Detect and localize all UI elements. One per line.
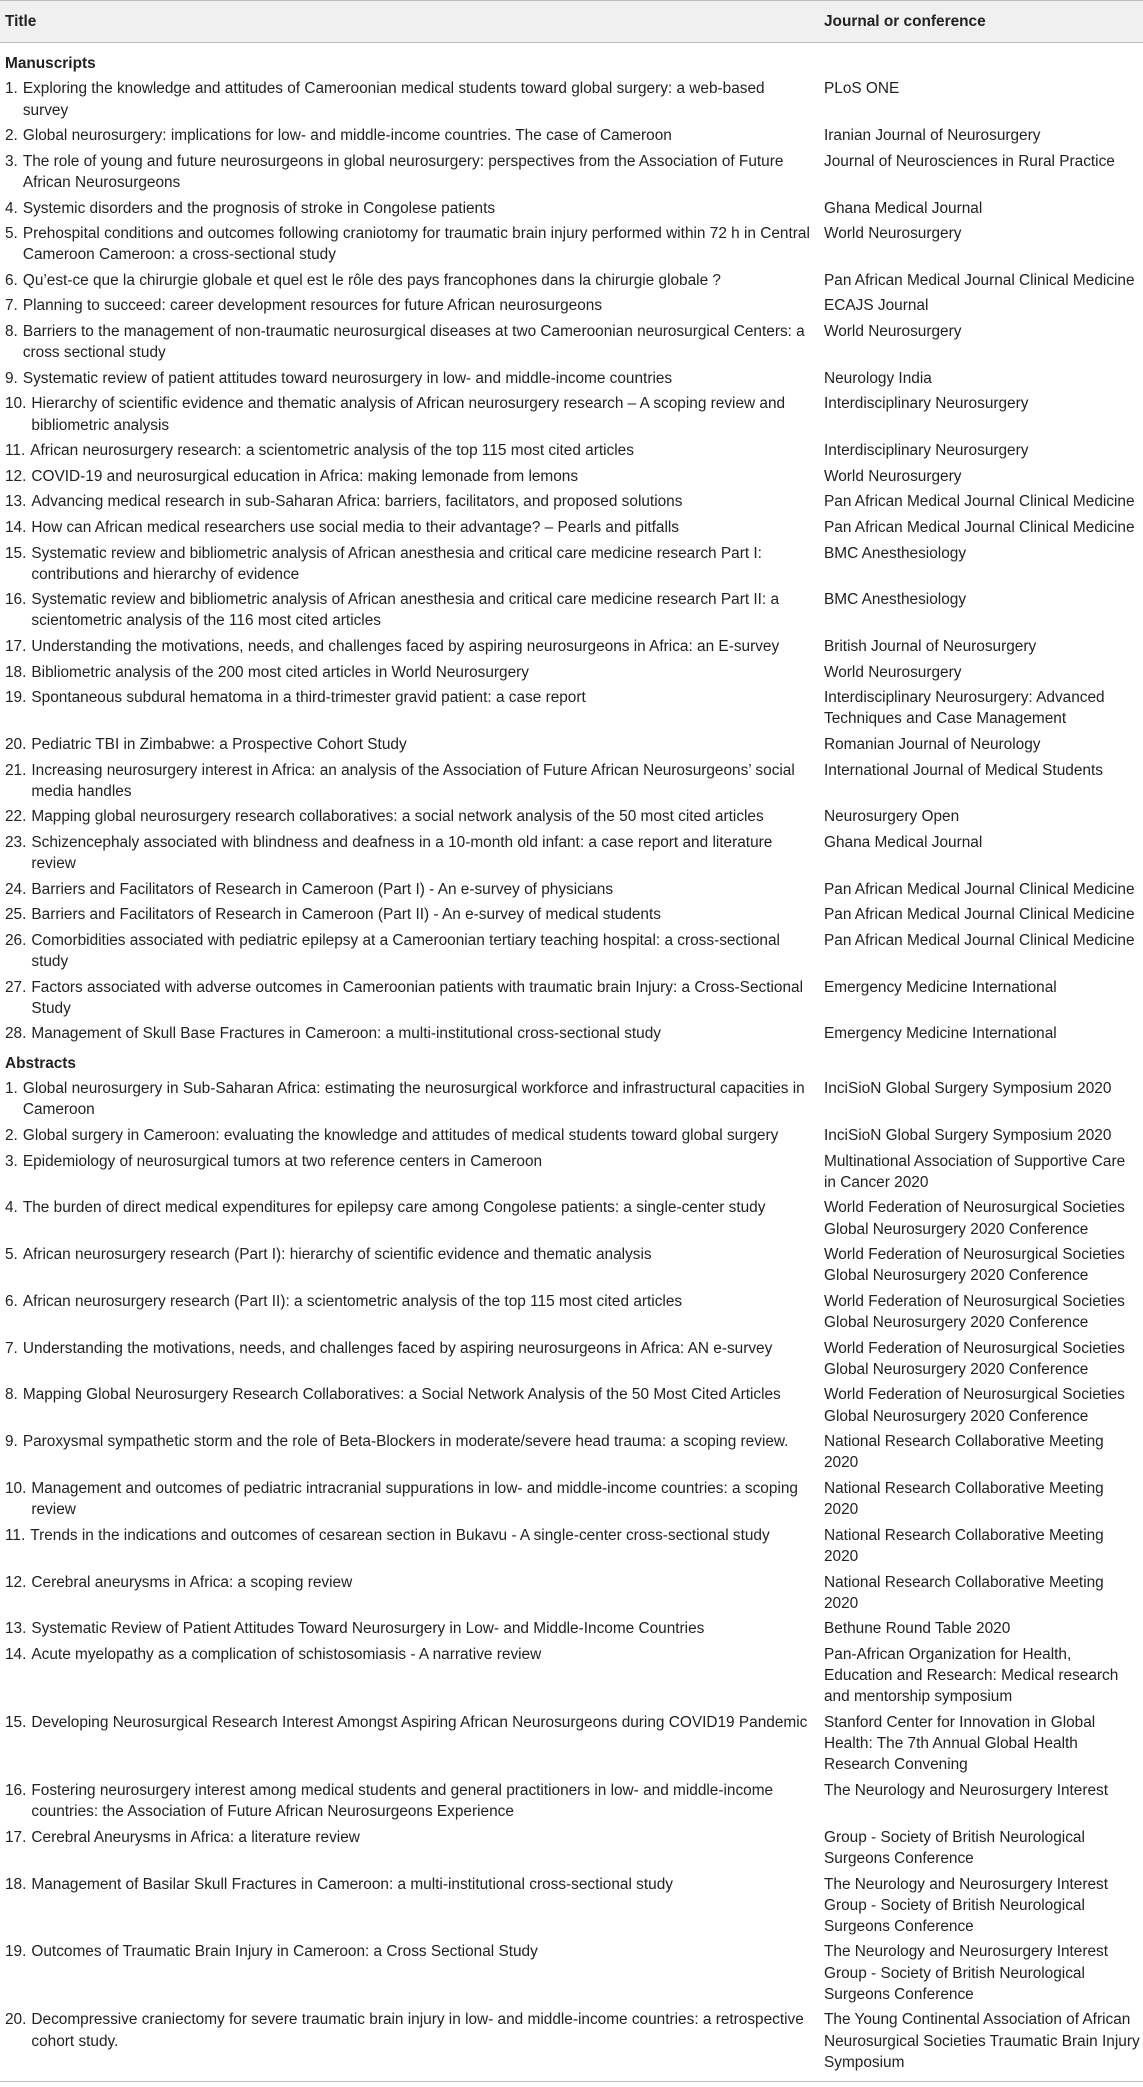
journal-cell: The Neurology and Neurosurgery Interest [824,1781,1109,1799]
table-row [0,659,1143,685]
title-cell [0,149,818,196]
entry [5,125,812,146]
entry [5,1244,812,1265]
entry [5,270,812,291]
title-cell [0,1429,818,1476]
table-row [0,732,1143,758]
journal-cell: Interdisciplinary Neurosurgery: Advanced Techniques and Case Management [824,689,1105,728]
entry-title: Barriers to the management of non-traumatic neurosurgical diseases at two Cameroonian neurosurgical Centers: a cross sectional study [22,323,805,362]
entry [5,1078,812,1120]
entry [5,1618,812,1639]
entry-number: 20. [5,2011,27,2029]
table-row [0,1429,1143,1476]
entry-number: 11. [5,1526,26,1544]
journal-cell: Group - Society of British Neurological Surgeons Conference [824,1828,1085,1867]
entry [5,1291,812,1312]
journal-cell: Interdisciplinary Neurosurgery [824,442,1029,460]
journal-cell: Interdisciplinary Neurosurgery [824,395,1029,413]
entry [5,2009,812,2051]
entry-title: Barriers and Facilitators of Research in Cameroon (Part II) - An e-survey of medical students [31,906,661,924]
journal-cell: International Journal of Medical Students [824,761,1103,779]
entry-number: 5. [5,225,18,243]
entry-title: Comorbidities associated with pediatric epilepsy at a Cameroonian tertiary teaching hospital: a cross-sectional study [31,931,780,971]
entry-title: How can African medical researchers use social media to their advantage? – Pearls and pitfalls [31,518,680,536]
entry-title: Decompressive craniectomy for severe traumatic brain injury in low- and middle-income countries: a retrospective cohort study. [31,2011,804,2050]
table-row [0,902,1143,928]
entry-title: Spontaneous subdural hematoma in a third-trimester gravid patient: a case report [31,689,586,707]
entry-title: Mapping Global Neurosurgery Research Collaboratives: a Social Network Analysis of the 50 Most Cited Articles [22,1386,781,1404]
section-heading: Manuscripts [5,55,96,72]
entry-title: African neurosurgery research (Part II): a scientometric analysis of the top 115 most cited articles [22,1292,683,1310]
entry-number: 14. [5,1645,27,1663]
entry-title: COVID-19 and neurosurgical education in Africa: making lemonade from lemons [31,467,579,485]
entry-number: 17. [5,638,27,656]
entry-title: African neurosurgery research: a scientometric analysis of the top 115 most cited articles [30,442,634,460]
entry [5,636,812,657]
journal-cell: InciSioN Global Surgery Symposium 2020 [824,1127,1112,1144]
journal-cell: BMC Anesthesiology [824,544,967,562]
journal-cell: Emergency Medicine International [824,1025,1057,1043]
table-row [0,877,1143,903]
entry-number: 10. [5,395,27,413]
title-cell [0,1616,818,1642]
title-cell [0,540,818,587]
table-row [0,1195,1143,1242]
entry-title: The burden of direct medical expenditures for epilepsy care among Congolese patients: a single-center study [22,1199,766,1217]
entry-number: 19. [5,1943,27,1961]
title-cell [0,123,818,149]
title-cell [0,1021,818,1047]
title-cell [0,1076,818,1123]
table-header [0,1,1143,43]
journal-cell: Iranian Journal of Neurosurgery [824,127,1041,145]
entry-number: 7. [5,297,18,315]
entry [5,393,812,435]
table-row [0,464,1143,490]
entry-title: Factors associated with adverse outcomes in Cameroonian patients with traumatic brain Injury: a Cross-Sectional Study [31,978,803,1017]
table-row [0,1778,1143,1825]
entry [5,930,812,972]
table-row [0,391,1143,438]
entry-title: Mapping global neurosurgery research collaboratives: a social network analysis of the 50 most cited articles [31,808,764,826]
entry [5,151,812,193]
table-row [0,1476,1143,1523]
journal-cell: Ghana Medical Journal [824,199,983,217]
table-row [0,540,1143,587]
title-cell [0,1642,818,1710]
journal-cell: Pan African Medical Journal Clinical Medicine [824,880,1135,898]
entry-number: 20. [5,736,27,753]
journal-cell: Ghana Medical Journal [824,833,983,851]
entry [5,1712,812,1733]
entry [5,977,812,1019]
title-cell [0,293,818,319]
entry-number: 15. [5,1713,27,1731]
table-row [0,438,1143,464]
entry [5,466,812,487]
entry-title: Outcomes of Traumatic Brain Injury in Cameroon: a Cross Sectional Study [31,1943,538,1961]
table-row [0,1382,1143,1429]
entry [5,368,812,389]
entry-number: 4. [5,199,18,217]
entry [5,760,812,802]
table-row [0,804,1143,830]
entry-title: Cerebral Aneurysms in Africa: a literature review [31,1828,360,1846]
entry-number: 12. [5,1573,27,1591]
entry [5,517,812,538]
entry [5,1780,812,1822]
entry-title: Global neurosurgery: implications for low- and middle-income countries. The case of Cameroon [22,127,672,145]
journal-cell: BMC Anesthesiology [824,591,967,609]
entry-number: 6. [5,271,18,289]
entry-title: Schizencephaly associated with blindness and deafness in a 10-month old infant: a case report and literature review [31,833,773,873]
entry-title: Epidemiology of neurosurgical tumors at two reference centers in Cameroon [22,1152,543,1170]
table-row [0,634,1143,660]
section-heading: Abstracts [5,1054,76,1072]
entry-title: Bibliometric analysis of the 200 most cited articles in World Neurosurgery [31,663,529,681]
table-row [0,1336,1143,1383]
journal-cell: Neurosurgery Open [824,808,960,826]
entry [5,589,812,631]
title-cell [0,1523,818,1570]
entry-number: 13. [5,493,27,511]
entry-number: 3. [5,152,18,170]
journal-cell: World Neurosurgery [824,323,962,341]
entry-number: 2. [5,1127,18,1144]
entry-number: 4. [5,1199,18,1217]
title-cell [0,391,818,438]
entry [5,1338,812,1359]
table-row [0,757,1143,804]
title-cell [0,587,818,634]
entry [5,1384,812,1405]
table-row [0,76,1143,123]
journal-cell: Multinational Association of Supportive Care in Cancer 2020 [824,1152,1126,1191]
entry-title: Management and outcomes of pediatric intracranial suppurations in low- and middle-income countries: a scoping review [31,1480,798,1519]
entry [5,1874,812,1895]
title-cell [0,319,818,366]
section-heading-row [0,43,1143,77]
title-cell [0,659,818,685]
entry [5,1644,812,1665]
title-cell [0,1289,818,1336]
table-row [0,1021,1143,1047]
entry-title: Systematic Review of Patient Attitudes Toward Neurosurgery in Low- and Middle-Income Countries [31,1620,705,1638]
table-row [0,1523,1143,1570]
journal-cell: Emergency Medicine International [824,978,1057,996]
entry [5,806,812,827]
title-cell [0,1825,818,1872]
title-cell [0,221,818,268]
entry-number: 1. [5,1080,18,1098]
table-row [0,1939,1143,2007]
entry-number: 9. [5,1433,18,1451]
title-cell [0,438,818,464]
entry [5,1941,812,1962]
entry [5,1478,812,1520]
title-cell [0,877,818,903]
journal-cell: Stanford Center for Innovation in Global Health: The 7th Annual Global Health Research Convening [824,1713,1096,1774]
entry [5,198,812,219]
entry-number: 3. [5,1152,18,1170]
title-cell [0,1710,818,1778]
table-row [0,293,1143,319]
entry-title: Increasing neurosurgery interest in Africa: an analysis of the Association of Future African Neurosurgeons’ social media handles [31,761,795,800]
entry-title: Planning to succeed: career development resources for future African neurosurgeons [22,297,603,315]
title-cell [0,1148,818,1195]
entry [5,687,812,708]
entry [5,662,812,683]
entry-number: 2. [5,127,18,145]
table-row [0,221,1143,268]
table-row [0,2007,1143,2075]
table-row [0,1871,1143,1939]
entry-number: 18. [5,663,27,681]
title-cell [0,830,818,877]
journal-cell: The Neurology and Neurosurgery Interest Group - Society of British Neurological Surgeons Conference [824,1943,1109,2003]
title-cell [0,489,818,515]
title-cell [0,928,818,975]
entry-number: 26. [5,931,27,949]
journal-cell: PLoS ONE [824,80,900,98]
table-row [0,1076,1143,1123]
entry-number: 18. [5,1875,27,1893]
entry-number: 6. [5,1292,18,1310]
table-row [0,1710,1143,1778]
entry-title: Global neurosurgery in Sub-Saharan Africa: estimating the neurosurgical workforce and infrastructural capacities in Cameroon [22,1080,805,1119]
table-row [0,1569,1143,1616]
journal-cell: World Federation of Neurosurgical Societies Global Neurosurgery 2020 Conference [824,1246,1125,1285]
journal-cell: British Journal of Neurosurgery [824,638,1037,656]
journal-cell: World Federation of Neurosurgical Societies Global Neurosurgery 2020 Conference [824,1292,1125,1332]
entry-title: Fostering neurosurgery interest among medical students and general practitioners in low- and middle-income countries: the Association of Future African Neurosurgeons Experience [31,1781,774,1821]
entry-number: 15. [5,544,27,562]
title-cell [0,1569,818,1616]
journal-cell: National Research Collaborative Meeting 2020 [824,1480,1104,1519]
entry [5,321,812,363]
entry [5,295,812,316]
column-header-title: Title [0,1,818,43]
journal-cell: Pan African Medical Journal Clinical Medicine [824,271,1135,289]
journal-cell: World Neurosurgery [824,225,962,243]
entry-number: 21. [5,761,27,779]
entry [5,832,812,874]
entry-number: 8. [5,323,18,341]
table-row [0,319,1143,366]
entry-number: 9. [5,369,18,387]
entry [5,1023,812,1044]
title-cell [0,1871,818,1939]
entry [5,734,812,755]
table-body [0,43,1143,2076]
entry-number: 17. [5,1828,27,1846]
entry [5,1827,812,1848]
entry-title: Management of Skull Base Fractures in Cameroon: a multi-institutional cross-sectional study [31,1025,661,1043]
journal-cell: Bethune Round Table 2020 [824,1620,1011,1638]
entry-number: 28. [5,1025,27,1043]
journal-cell: Pan African Medical Journal Clinical Medicine [824,931,1135,949]
title-cell [0,1123,818,1149]
journal-cell: InciSioN Global Surgery Symposium 2020 [824,1080,1112,1098]
entry-title: Hierarchy of scientific evidence and thematic analysis of African neurosurgery research – A scoping review and bibliometric analysis [31,395,786,434]
entry-title: The role of young and future neurosurgeons in global neurosurgery: perspectives from the Association of Future African Neurosurgeons [22,152,784,191]
table-row [0,1825,1143,1872]
entry-number: 5. [5,1246,18,1264]
journal-cell: World Federation of Neurosurgical Societies Global Neurosurgery 2020 Conference [824,1339,1125,1378]
table-row [0,268,1143,294]
entry [5,1125,812,1146]
table-row [0,515,1143,541]
entry-title: Cerebral aneurysms in Africa: a scoping review [31,1573,353,1591]
entry [5,1197,812,1218]
entry [5,543,812,585]
entry [5,78,812,120]
table-row [0,1616,1143,1642]
table-row [0,587,1143,634]
title-cell [0,685,818,732]
entry-number: 16. [5,591,27,609]
entry-title: Exploring the knowledge and attitudes of Cameroonian medical students toward global surgery: a web-based survey [22,80,765,119]
entry-title: Global surgery in Cameroon: evaluating the knowledge and attitudes of medical students toward global surgery [22,1127,779,1144]
table-row [0,685,1143,732]
entry-title: Paroxysmal sympathetic storm and the role of Beta-Blockers in moderate/severe head trauma: a scoping review. [22,1433,789,1451]
section-heading-row [0,1047,1143,1076]
entry-title: Understanding the motivations, needs, and challenges faced by aspiring neurosurgeons in Africa: an E-survey [31,638,780,656]
journal-cell: Neurology India [824,369,932,387]
title-cell [0,1476,818,1523]
entry-title: Systematic review and bibliometric analysis of African anesthesia and critical care medicine research Part II: a scientometric analysis of the 116 most cited articles [31,591,780,630]
entry [5,904,812,925]
entry-number: 10. [5,1480,27,1498]
entry-title: Trends in the indications and outcomes of cesarean section in Bukavu - A single-center cross-sectional study [30,1526,770,1544]
entry-title: Systemic disorders and the prognosis of stroke in Congolese patients [22,199,496,217]
entry-number: 24. [5,880,27,898]
table-row [0,928,1143,975]
entry-title: Systematic review and bibliometric analysis of African anesthesia and critical care medicine research Part I: contributions and hierarchy of evidence [31,544,762,583]
entry-number: 16. [5,1781,27,1799]
column-header-journal: Journal or conference [818,1,1143,43]
entry-title: Barriers and Facilitators of Research in Cameroon (Part I) - An e-survey of physicians [31,880,614,898]
journal-cell: World Federation of Neurosurgical Societies Global Neurosurgery 2020 Conference [824,1199,1125,1238]
title-cell [0,974,818,1021]
entry-number: 13. [5,1620,27,1638]
title-cell [0,1778,818,1825]
entry-title: Systematic review of patient attitudes toward neurosurgery in low- and middle-income countries [22,369,673,387]
journal-cell: Pan African Medical Journal Clinical Medicine [824,906,1135,924]
journal-cell: Pan African Medical Journal Clinical Medicine [824,493,1135,511]
title-cell [0,366,818,392]
title-cell [0,1242,818,1289]
table-row [0,1148,1143,1195]
entry [5,223,812,265]
table-row [0,1289,1143,1336]
entry-number: 8. [5,1386,18,1404]
entry-number: 27. [5,978,27,996]
entry-number: 22. [5,808,27,826]
entry-number: 12. [5,467,27,485]
title-cell [0,757,818,804]
entry [5,1572,812,1593]
entry [5,440,812,461]
entry-title: Qu’est-ce que la chirurgie globale et quel est le rôle des pays francophones dans la chirurgie globale ? [22,271,721,289]
journal-cell: Pan African Medical Journal Clinical Medicine [824,518,1135,536]
entry [5,1525,812,1546]
table-row [0,366,1143,392]
entry [5,1431,812,1452]
title-cell [0,464,818,490]
entry-number: 14. [5,518,27,536]
title-cell [0,76,818,123]
entry-number: 11. [5,442,26,460]
table-row [0,974,1143,1021]
entry-number: 19. [5,689,27,707]
journal-cell: ECAJS Journal [824,297,929,315]
journal-cell: Pan-African Organization for Health, Education and Research: Medical research and mentorship symposium [824,1645,1119,1706]
entry-title: Pediatric TBI in Zimbabwe: a Prospective Cohort Study [31,736,407,753]
table-row [0,1123,1143,1149]
entry-title: Prehospital conditions and outcomes following craniotomy for traumatic brain injury performed within 72 h in Central Cameroon Cameroon: a cross-sectional study [22,225,810,264]
title-cell [0,1336,818,1383]
journal-cell: National Research Collaborative Meeting 2020 [824,1433,1104,1472]
title-cell [0,1939,818,2007]
entry-title: African neurosurgery research (Part I): hierarchy of scientific evidence and thematic analysis [22,1246,652,1264]
entry [5,1151,812,1172]
entry-number: 7. [5,1339,18,1357]
table-footer-rule [0,2075,1143,2082]
title-cell [0,634,818,660]
title-cell [0,902,818,928]
table-row [0,1242,1143,1289]
table-row [0,195,1143,221]
entry-number: 1. [5,80,18,98]
title-cell [0,1382,818,1429]
entry-number: 23. [5,833,27,851]
title-cell [0,804,818,830]
title-cell [0,732,818,758]
table-row [0,149,1143,196]
entry-title: Understanding the motivations, needs, and challenges faced by aspiring neurosurgeons in Africa: AN e-survey [22,1339,773,1357]
entry-number: 25. [5,906,27,924]
table-row [0,830,1143,877]
entry-title: Acute myelopathy as a complication of schistosomiasis - A narrative review [31,1645,542,1663]
entry-title: Management of Basilar Skull Fractures in Cameroon: a multi-institutional cross-sectional study [31,1875,673,1893]
journal-cell: The Young Continental Association of African Neurosurgical Societies Traumatic Brain Injury Symposium [824,2011,1140,2071]
table-row [0,489,1143,515]
journal-cell: World Neurosurgery [824,467,962,485]
title-cell [0,1195,818,1242]
entry [5,491,812,512]
journal-cell: World Federation of Neurosurgical Societies Global Neurosurgery 2020 Conference [824,1386,1125,1425]
entry [5,879,812,900]
title-cell [0,2007,818,2075]
title-cell [0,515,818,541]
journal-cell: The Neurology and Neurosurgery Interest Group - Society of British Neurological Surgeons Conference [824,1875,1109,1935]
journal-cell: Romanian Journal of Neurology [824,736,1041,753]
journal-cell: National Research Collaborative Meeting 2020 [824,1573,1104,1612]
table-row [0,1642,1143,1710]
title-cell [0,195,818,221]
title-cell [0,268,818,294]
journal-cell: National Research Collaborative Meeting 2020 [824,1526,1104,1566]
entry-title: Developing Neurosurgical Research Interest Amongst Aspiring African Neurosurgeons during COVID19 Pandemic [31,1713,808,1731]
table-row [0,123,1143,149]
entry-title: Advancing medical research in sub-Saharan Africa: barriers, facilitators, and proposed solutions [31,493,683,511]
journal-cell: World Neurosurgery [824,663,962,681]
journal-cell: Journal of Neurosciences in Rural Practice [824,152,1115,170]
